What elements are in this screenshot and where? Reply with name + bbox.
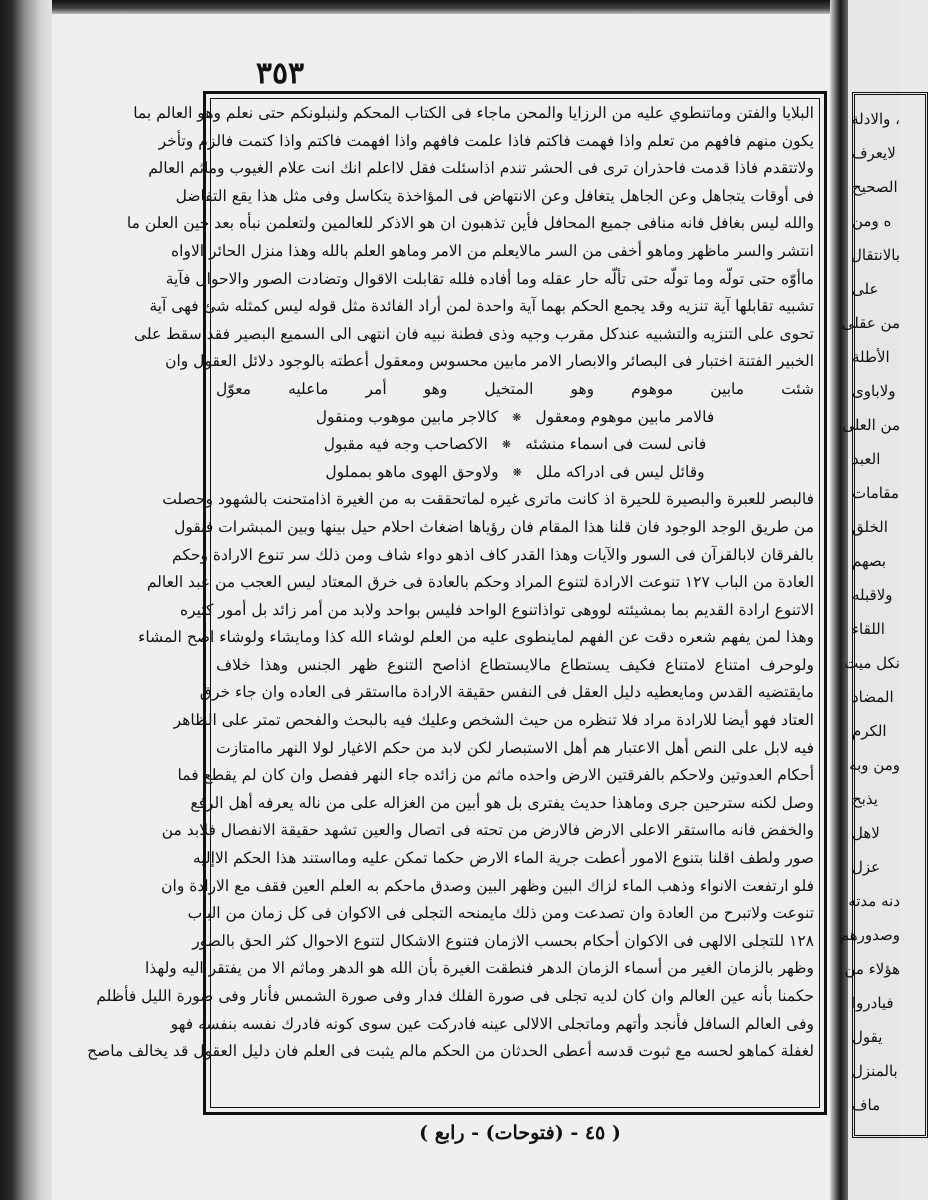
scan-top-edge — [0, 0, 900, 14]
facing-page-line: بالانتقال — [850, 246, 900, 264]
facing-page-line: اللقاء — [852, 620, 885, 638]
verse-block — [216, 404, 814, 487]
verse-line — [286, 431, 744, 459]
text-line: تنوعت ولاتبرح من العادة وان تصدعت ومن ذلك مايمنحه التجلى فى الاكوان فى كل زمان من الباب — [187, 904, 814, 923]
facing-page-line: يذبح — [852, 790, 878, 808]
text-line: فيه لابل على النص أهل الاعتبار هم أهل الاستبصار لكن لابد من حكم الاغيار لولا النهر ماامتازت — [216, 738, 814, 757]
verse-hemistich-first: فالامر مابين موهوم ومعقول — [535, 407, 715, 426]
verse-line — [286, 459, 744, 487]
facing-page-line: الخلق — [852, 518, 888, 536]
verse-hemistich-second: ولاوحق الهوى ماهو بمملول — [325, 462, 499, 481]
text-line: فلو ارتفعت الانواء وذهب الماء لزاك البين وظهر البين وصدق ماحكم به العلم العين فقف مع الارادة وان — [161, 876, 814, 895]
facing-page-line: ولاقبله — [852, 586, 893, 604]
facing-page-line: ه ومن — [852, 212, 892, 230]
text-line: العتاد فهو أيضا للارادة مراد فلا تنظره من حيث الشخص وعليك فيه بالبحث والفحص تمتر على الظاهر — [173, 711, 814, 730]
text-line: وفى العالم السافل فأنجد وأتهم وماتجلى الالالى عينه فادركت عين سوى كونه فادرك نفسه بنفسه فهو — [170, 1014, 814, 1033]
text-line: الخبير الفتنة اختبار فى البصائر والابصار الامر مابين محسوس ومعقول أعطته بالوجود دلائل العقول وان — [165, 352, 814, 371]
facing-page-line: مقامات — [852, 484, 899, 502]
text-line: العادة من الباب ١٢٧ تنوعت الارادة لتنوع المراد وحكم بالعادة فى خرق المعتاد ليس العجب من عبد العالم — [146, 573, 814, 592]
verse-hemistich-second: الاكصاحب وجه فيه مقبول — [323, 435, 488, 454]
text-line: البلايا والفتن وماتنطوي عليه من الرزايا والمحن ماجاء فى الكتاب المحكم ولنبلونكم حتى نعلم وهو العالم بما — [133, 104, 814, 122]
facing-page-line: يقول — [852, 1028, 883, 1046]
text-line: فالبصر للعبرة والبصيرة للحيرة اذ كانت ماترى غيره لماتحققت به من الغيرة اذامتحنت بالشهود وحصلت — [162, 490, 814, 509]
text-line: يكون منهم فافهم من تعلم واذا فهمت فاكتم فاذا علمت فافهم واذا افهمت فاكتم واذا كتمت فالزم وتأخر — [158, 131, 814, 150]
facing-page-line: دنه مدته — [848, 892, 900, 910]
text-line: ١٢٨ للتجلى الالهى فى الاكوان أحكام بحسب الازمان فتنوع الاشكال لتنوع الاحوال كثر الحق بالصور — [192, 931, 814, 950]
facing-page-line: الكرم — [852, 722, 887, 740]
main-text — [87, 100, 814, 1066]
facing-page-line: ومن وبه — [849, 756, 900, 774]
facing-page-line: من عقلى — [841, 314, 900, 332]
text-line: والخفض فانه مااستقر الاعلى الارض فالارض من تحته فى اتصال والعين تشهد حقيقة الانفصال فلابد من — [161, 821, 814, 840]
text-line: صور ولطف اقلنا بتنوع الامور أعطت جرية الماء الارض حكما تمكن عليه ومااستند هذا الحكم الاإليه — [192, 849, 814, 868]
verse-line — [286, 404, 744, 432]
facing-page-line: بالمنزل — [852, 1062, 898, 1080]
text-line: من طريق الوجد الوجود فان قلنا هذا المقام فان رؤياها اضغاث احلام حيل بينها وبين المبشرات فنقول — [174, 517, 814, 536]
text-line: ولاتتقدم فاذا قدمت فاحذران ترى فى الحشر تندم اذاسئلت فقل لااعلم انك انت علام الغيوب وماثم العالم — [148, 159, 814, 178]
facing-page-line: المضاد — [852, 688, 894, 706]
text-line: الاتنوع ارادة القديم بما بمشيئته لووهى تواذاتنوع الواحد فليس بواحد ولابد من أمر زائد بل أمور كثيره — [179, 600, 814, 619]
book-gutter-left — [0, 0, 52, 1200]
page-footer: ( ٤٥ - (فتوحات) - رابع ) — [419, 1122, 621, 1144]
text-line: شئت مابين موهوم وهو المتخيل وهو أمر ماعليه معوّل — [216, 379, 814, 398]
facing-page-line: نكل ميت — [844, 654, 900, 672]
text-line: مايقتضيه القدس ومايعطيه دليل العقل فى النفس حقيقة الارادة مااستقر فى العاده وان جاء خرق — [199, 683, 814, 702]
verse-separator-icon: ❋ — [512, 465, 522, 479]
text-line: وظهر بالزمان الغير من أسماء الزمان الدهر فنطقت الغيرة بأن الله هو الدهر وماثم الا من يفتقر اليه ولهذا — [144, 959, 814, 978]
facing-page-line: عزل — [852, 858, 881, 876]
facing-page-line: العبد — [852, 450, 881, 468]
facing-page-line: فيادروا — [852, 994, 894, 1012]
facing-page-line: ماف — [852, 1096, 881, 1114]
facing-page-line: على — [852, 280, 879, 298]
verse-separator-icon: ❋ — [512, 410, 522, 424]
facing-page-line: ولاباوى — [852, 382, 896, 400]
verse-separator-icon: ❋ — [501, 438, 512, 452]
verse-hemistich-first: فانى لست فى اسماء منشئه — [525, 435, 707, 454]
facing-page-line: من العلى — [842, 416, 900, 434]
facing-page-line: هؤلاء من — [844, 960, 900, 978]
text-line: تحوى على التنزيه والتشبيه عندكل مقرب وجيه وذى فطنة نبيه فان انتهى الى السميع البصير فقد سقط على — [133, 324, 814, 343]
text-line: وصل لكنه سترحين جرى وماهذا حديث يفترى بل هو أبين من الغزاله على من ناله يعرفه أهل الرفع — [190, 793, 814, 812]
text-part-1 — [126, 100, 814, 404]
facing-page-edge — [839, 0, 900, 1200]
book-spine — [830, 0, 848, 1200]
text-line: فى أوقات يتجاهل وعن الجاهل يتغافل وعن الانتهاض فى المؤاخذة يتكاسل وفى مثل هذا يقع التفاضل — [175, 186, 814, 205]
verse-hemistich-second: كالاجر مابين موهوب ومنقول — [315, 407, 499, 426]
facing-page-line: وصدورهم — [839, 926, 900, 944]
facing-page-line: ، والادلة — [851, 110, 900, 128]
text-line: والله ليس بغافل فانه منافى جميع المحافل فأين تذهبون ان هو الاذكر للعالمين ولتعلمن نبأه بعد حين العلن ما — [126, 214, 814, 233]
text-line: أحكام العدوتين ولاحكم بالفرقتين الارض واحده ماثم من زائده جاء النهر ففصل وان كان لم يقطع فما — [177, 766, 814, 785]
facing-page-line: بصهم — [852, 552, 887, 570]
text-line: تشبيه تقابلها آية تنزيه وقد يجمع الحكم بهما آية واحدة لمن أراد الفائدة مثل قوله ليس كمثله شئ فهى آية — [149, 297, 814, 316]
text-line: ولوحرف امتناع لامتناع فكيف يستطاع مالايستطاع اذاصح التنوع ظهر الجنس وهذا خلاف — [216, 655, 814, 674]
facing-page-line: لاهل — [852, 824, 880, 842]
page-number: ٣٥٣ — [255, 56, 305, 91]
text-line: انتشر والسر ماظهر وماهو أخفى من السر مالايعلم من الامر وماهو العلم بالله وهذا منزل الحائر الاواه — [171, 241, 814, 260]
text-frame — [87, 91, 827, 1115]
text-line: ماأوّه حتى تولّه وما تولّه حتى تألّه حار عقله وما أفاده فلله تقابلت الاقوال وتضادت الصور والاحوال فآية — [165, 269, 814, 288]
facing-page-line: الصحيح — [852, 178, 898, 196]
text-part-2 — [87, 486, 814, 1065]
text-line: حكمنا بأنه عين العالم وان كان لديه تجلى فى صورة الفلك فدار وفى صورة الشمس فأنار وفى صورة الليل فأظلم — [96, 987, 814, 1005]
facing-page-line: الأطلة — [852, 348, 890, 366]
text-line: وهذا لمن يفهم شعره دقت عن الفهم لماينطوى عليه من العلم لوشاء الله كذا ومايشاء ولوشاء اصح المشاء — [138, 628, 814, 647]
text-line: بالفرقان لابالقرآن فى السور والآيات وهذا القدر كاف اذهو دواء شاف ومن ذلك سر تنوع الارادة وحكم — [172, 545, 814, 564]
verse-hemistich-first: وقائل ليس فى ادراكه ملل — [535, 462, 705, 481]
text-line: لغفلة كماهو لحسه مع ثبوت قدسه أعطى الحدثان من الحكم مالم يثبت فى العلم فان دليل العقول قد يخالف ماصح — [87, 1042, 814, 1061]
facing-page-line: لايعرف — [852, 144, 896, 162]
